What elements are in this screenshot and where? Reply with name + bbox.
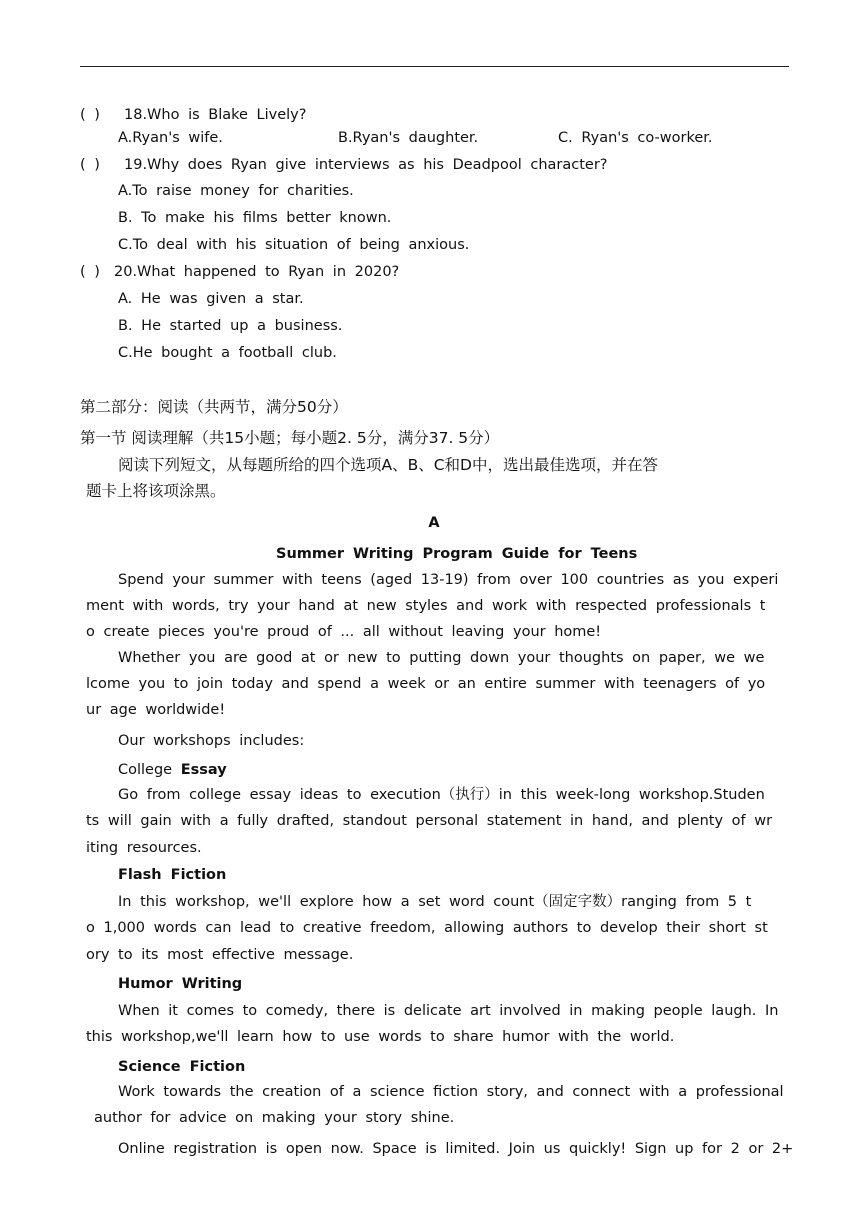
part2-heading: 第二部分：阅读（共两节，满分50分） [80, 398, 348, 416]
paragraph-1-line-2: ment with words, try your hand at new styles and work with respected professionals t [86, 598, 766, 614]
flash-fiction-line-2: o 1,000 words can lead to creative freedom, allowing authors to develop their short st [86, 920, 768, 936]
science-fiction-line-1: Work towards the creation of a science fiction story, and connect with a professional [118, 1084, 784, 1100]
question-18-option-c: C. Ryan's co-worker. [558, 130, 713, 146]
paragraph-1-line-1: Spend your summer with teens (aged 13-19) from over 100 countries as you experi [118, 572, 779, 588]
flash-fiction-line-1: In this workshop, we'll explore how a set word count（固定字数）ranging from 5 t [118, 894, 752, 910]
workshops-intro: Our workshops includes: [118, 733, 305, 749]
question-19-blank: ( ) [80, 157, 100, 173]
section1-heading: 第一节 阅读理解（共15小题；每小题2. 5分，满分37. 5分） [80, 429, 500, 447]
question-19-option-c: C.To deal with his situation of being anxious. [118, 237, 470, 253]
college-essay-line-1: Go from college essay ideas to execution（执行）in this week-long workshop.Studen [118, 787, 765, 803]
college-essay-title-plain: College [118, 762, 173, 778]
question-20-option-c: C.He bought a football club. [118, 345, 337, 361]
header-rule [80, 66, 789, 67]
science-fiction-line-2: author for advice on making your story shine. [94, 1110, 455, 1126]
flash-fiction-title: Flash Fiction [118, 867, 227, 883]
instruction-line-2: 题卡上将该项涂黑。 [86, 482, 226, 500]
paragraph-2-line-3: ur age worldwide! [86, 702, 226, 718]
registration-note: Online registration is open now. Space is limited. Join us quickly! Sign up for 2 or 2+ [118, 1141, 794, 1157]
passage-title: Summer Writing Program Guide for Teens [276, 546, 638, 562]
humor-writing-title: Humor Writing [118, 976, 243, 992]
question-18-stem: 18.Who is Blake Lively? [124, 107, 307, 123]
instruction-line-1: 阅读下列短文，从每题所给的四个选项A、B、C和D中，选出最佳选项，并在答 [118, 456, 658, 474]
college-essay-title-bold: Essay [180, 762, 227, 778]
question-20-option-b: B. He started up a business. [118, 318, 343, 334]
paragraph-2-line-1: Whether you are good at or new to putting down your thoughts on paper, we we [118, 650, 765, 666]
college-essay-line-3: iting resources. [86, 840, 202, 856]
question-20-blank: ( ) [80, 264, 100, 280]
humor-writing-line-2: this workshop,we'll learn how to use words to share humor with the world. [86, 1029, 675, 1045]
question-18-option-b: B.Ryan's daughter. [338, 130, 479, 146]
paragraph-2-line-2: lcome you to join today and spend a week or an entire summer with teenagers of yo [86, 676, 766, 692]
question-19-stem: 19.Why does Ryan give interviews as his Deadpool character? [124, 157, 608, 173]
question-19-option-a: A.To raise money for charities. [118, 183, 354, 199]
question-18-blank: ( ) [80, 107, 100, 123]
passage-letter: A [428, 515, 440, 531]
humor-writing-line-1: When it comes to comedy, there is delicate art involved in making people laugh. In [118, 1003, 779, 1019]
question-19-option-b: B. To make his films better known. [118, 210, 392, 226]
college-essay-title [118, 761, 227, 779]
science-fiction-title: Science Fiction [118, 1059, 246, 1075]
question-18-option-a: A.Ryan's wife. [118, 130, 223, 146]
question-20-option-a: A. He was given a star. [118, 291, 304, 307]
paragraph-1-line-3: o create pieces you're proud of ... all without leaving your home! [86, 624, 602, 640]
college-essay-line-2: ts will gain with a fully drafted, standout personal statement in hand, and plenty of wr [86, 813, 773, 829]
question-20-stem: 20.What happened to Ryan in 2020? [114, 264, 400, 280]
flash-fiction-line-3: ory to its most effective message. [86, 947, 354, 963]
